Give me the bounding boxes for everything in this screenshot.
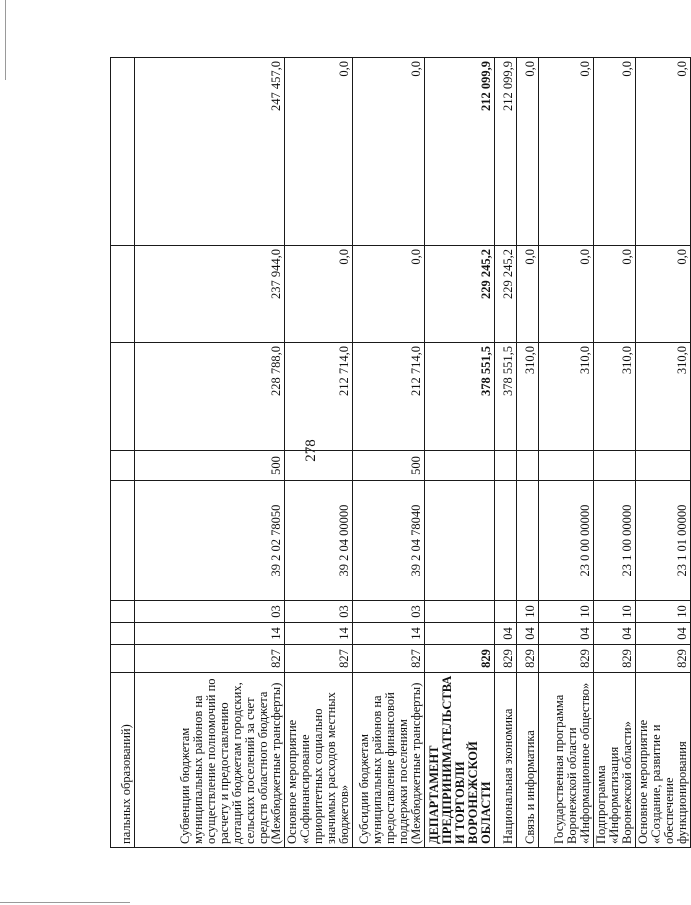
target-article-cell: [111, 481, 135, 601]
table-row: [111, 58, 135, 848]
amount-year1-cell: 310,0: [517, 343, 539, 451]
expense-type-cell: 500: [353, 451, 425, 481]
ministry-code-cell: 829: [495, 645, 517, 673]
subsection-code-cell: [425, 601, 495, 623]
amount-year3-cell: 212 099,9: [495, 58, 517, 246]
target-article-cell: 39 2 04 78040: [353, 481, 425, 601]
amount-year3-cell: 0,0: [636, 58, 691, 246]
table-row: [594, 58, 636, 848]
row-name-cell: ДЕПАРТАМЕНТ ПРЕДПРИНИМАТЕЛЬСТВА И ТОРГОВЛИ ВОРОНЕЖСКОЙ ОБЛАСТИ: [425, 673, 495, 848]
row-name-cell: Основное мероприятие «Софинансирование приоритетных социально значимых расходов местных бюджетов»: [285, 673, 353, 848]
section-code-cell: 04: [495, 623, 517, 645]
table-body: [111, 58, 691, 848]
subsection-code-cell: 03: [135, 601, 285, 623]
ministry-code-cell: 829: [594, 645, 636, 673]
amount-year3-cell: 0,0: [285, 58, 353, 246]
amount-year1-cell: [111, 343, 135, 451]
amount-year3-cell: 212 099,9: [425, 58, 495, 246]
amount-year2-cell: 0,0: [636, 246, 691, 343]
amount-year2-cell: 0,0: [285, 246, 353, 343]
expense-type-cell: [111, 451, 135, 481]
amount-year1-cell: 212 714,0: [285, 343, 353, 451]
table-row: [135, 58, 285, 848]
expense-type-cell: [495, 451, 517, 481]
amount-year2-cell: 0,0: [517, 246, 539, 343]
target-article-cell: [517, 481, 539, 601]
amount-year2-cell: [111, 246, 135, 343]
amount-year1-cell: 228 788,0: [135, 343, 285, 451]
table-row: [517, 58, 539, 848]
subsection-code-cell: 10: [539, 601, 594, 623]
section-code-cell: 04: [594, 623, 636, 645]
target-article-cell: 23 1 01 00000: [636, 481, 691, 601]
budget-table: [110, 57, 691, 848]
section-code-cell: [111, 623, 135, 645]
section-code-cell: [425, 623, 495, 645]
table-row: [636, 58, 691, 848]
amount-year3-cell: 0,0: [517, 58, 539, 246]
table-row: [353, 58, 425, 848]
amount-year3-cell: 0,0: [594, 58, 636, 246]
expense-type-cell: [517, 451, 539, 481]
page-number: 278: [302, 439, 319, 462]
expense-type-cell: [285, 451, 353, 481]
amount-year1-cell: 212 714,0: [353, 343, 425, 451]
section-code-cell: 04: [636, 623, 691, 645]
ministry-code-cell: 829: [425, 645, 495, 673]
table-row: [425, 58, 495, 848]
expense-type-cell: [594, 451, 636, 481]
expense-type-cell: [539, 451, 594, 481]
amount-year2-cell: 0,0: [353, 246, 425, 343]
subsection-code-cell: 10: [636, 601, 691, 623]
section-code-cell: 04: [539, 623, 594, 645]
amount-year2-cell: 0,0: [594, 246, 636, 343]
amount-year2-cell: 229 245,2: [425, 246, 495, 343]
target-article-cell: 23 1 00 00000: [594, 481, 636, 601]
row-name-cell: Субвенции бюджетам муниципальных районов на осуществление полномочий по расчету и предоставлению дотаций бюджетам городских, сельских поселений за счет средств областного бюджета (Межбюджетные трансферты): [135, 673, 285, 848]
amount-year3-cell: [111, 58, 135, 246]
subsection-code-cell: 10: [594, 601, 636, 623]
subsection-code-cell: [495, 601, 517, 623]
ministry-code-cell: 829: [539, 645, 594, 673]
amount-year1-cell: 310,0: [594, 343, 636, 451]
rotated-table-wrapper: [110, 58, 689, 848]
row-name-cell: Связь и информатика: [517, 673, 539, 848]
scan-artifact-line: [5, 0, 6, 80]
ministry-code-cell: 827: [353, 645, 425, 673]
ministry-code-cell: 829: [636, 645, 691, 673]
row-name-cell: пальных образований): [111, 673, 135, 848]
row-name-cell: Подпрограмма «Информатизация Воронежской области»: [594, 673, 636, 848]
expense-type-cell: [636, 451, 691, 481]
target-article-cell: [495, 481, 517, 601]
section-code-cell: 14: [285, 623, 353, 645]
amount-year2-cell: 229 245,2: [495, 246, 517, 343]
amount-year3-cell: 0,0: [353, 58, 425, 246]
ministry-code-cell: 827: [285, 645, 353, 673]
row-name-cell: Субсидии бюджетам муниципальных районов на предоставление финансовой поддержки поселениям (Межбюджетные трансферты): [353, 673, 425, 848]
target-article-cell: 39 2 04 00000: [285, 481, 353, 601]
table-row: [539, 58, 594, 848]
table-row: [285, 58, 353, 848]
amount-year1-cell: 310,0: [539, 343, 594, 451]
section-code-cell: 14: [353, 623, 425, 645]
ministry-code-cell: 829: [517, 645, 539, 673]
amount-year2-cell: 237 944,0: [135, 246, 285, 343]
amount-year2-cell: 0,0: [539, 246, 594, 343]
target-article-cell: 23 0 00 00000: [539, 481, 594, 601]
row-name-cell: Национальная экономика: [495, 673, 517, 848]
target-article-cell: [425, 481, 495, 601]
target-article-cell: 39 2 02 78050: [135, 481, 285, 601]
ministry-code-cell: [111, 645, 135, 673]
scan-artifact-line: [0, 902, 130, 903]
table-row: [495, 58, 517, 848]
section-code-cell: 04: [517, 623, 539, 645]
amount-year3-cell: 247 457,0: [135, 58, 285, 246]
amount-year1-cell: 378 551,5: [425, 343, 495, 451]
row-name-cell: Государственная программа Воронежской области «Информационное общество»: [539, 673, 594, 848]
ministry-code-cell: 827: [135, 645, 285, 673]
section-code-cell: 14: [135, 623, 285, 645]
expense-type-cell: 500: [135, 451, 285, 481]
subsection-code-cell: 10: [517, 601, 539, 623]
subsection-code-cell: 03: [285, 601, 353, 623]
amount-year3-cell: 0,0: [539, 58, 594, 246]
amount-year1-cell: 378 551,5: [495, 343, 517, 451]
subsection-code-cell: 03: [353, 601, 425, 623]
row-name-cell: Основное мероприятие «Создание, развитие и обеспечение функционирования: [636, 673, 691, 848]
amount-year1-cell: 310,0: [636, 343, 691, 451]
expense-type-cell: [425, 451, 495, 481]
subsection-code-cell: [111, 601, 135, 623]
